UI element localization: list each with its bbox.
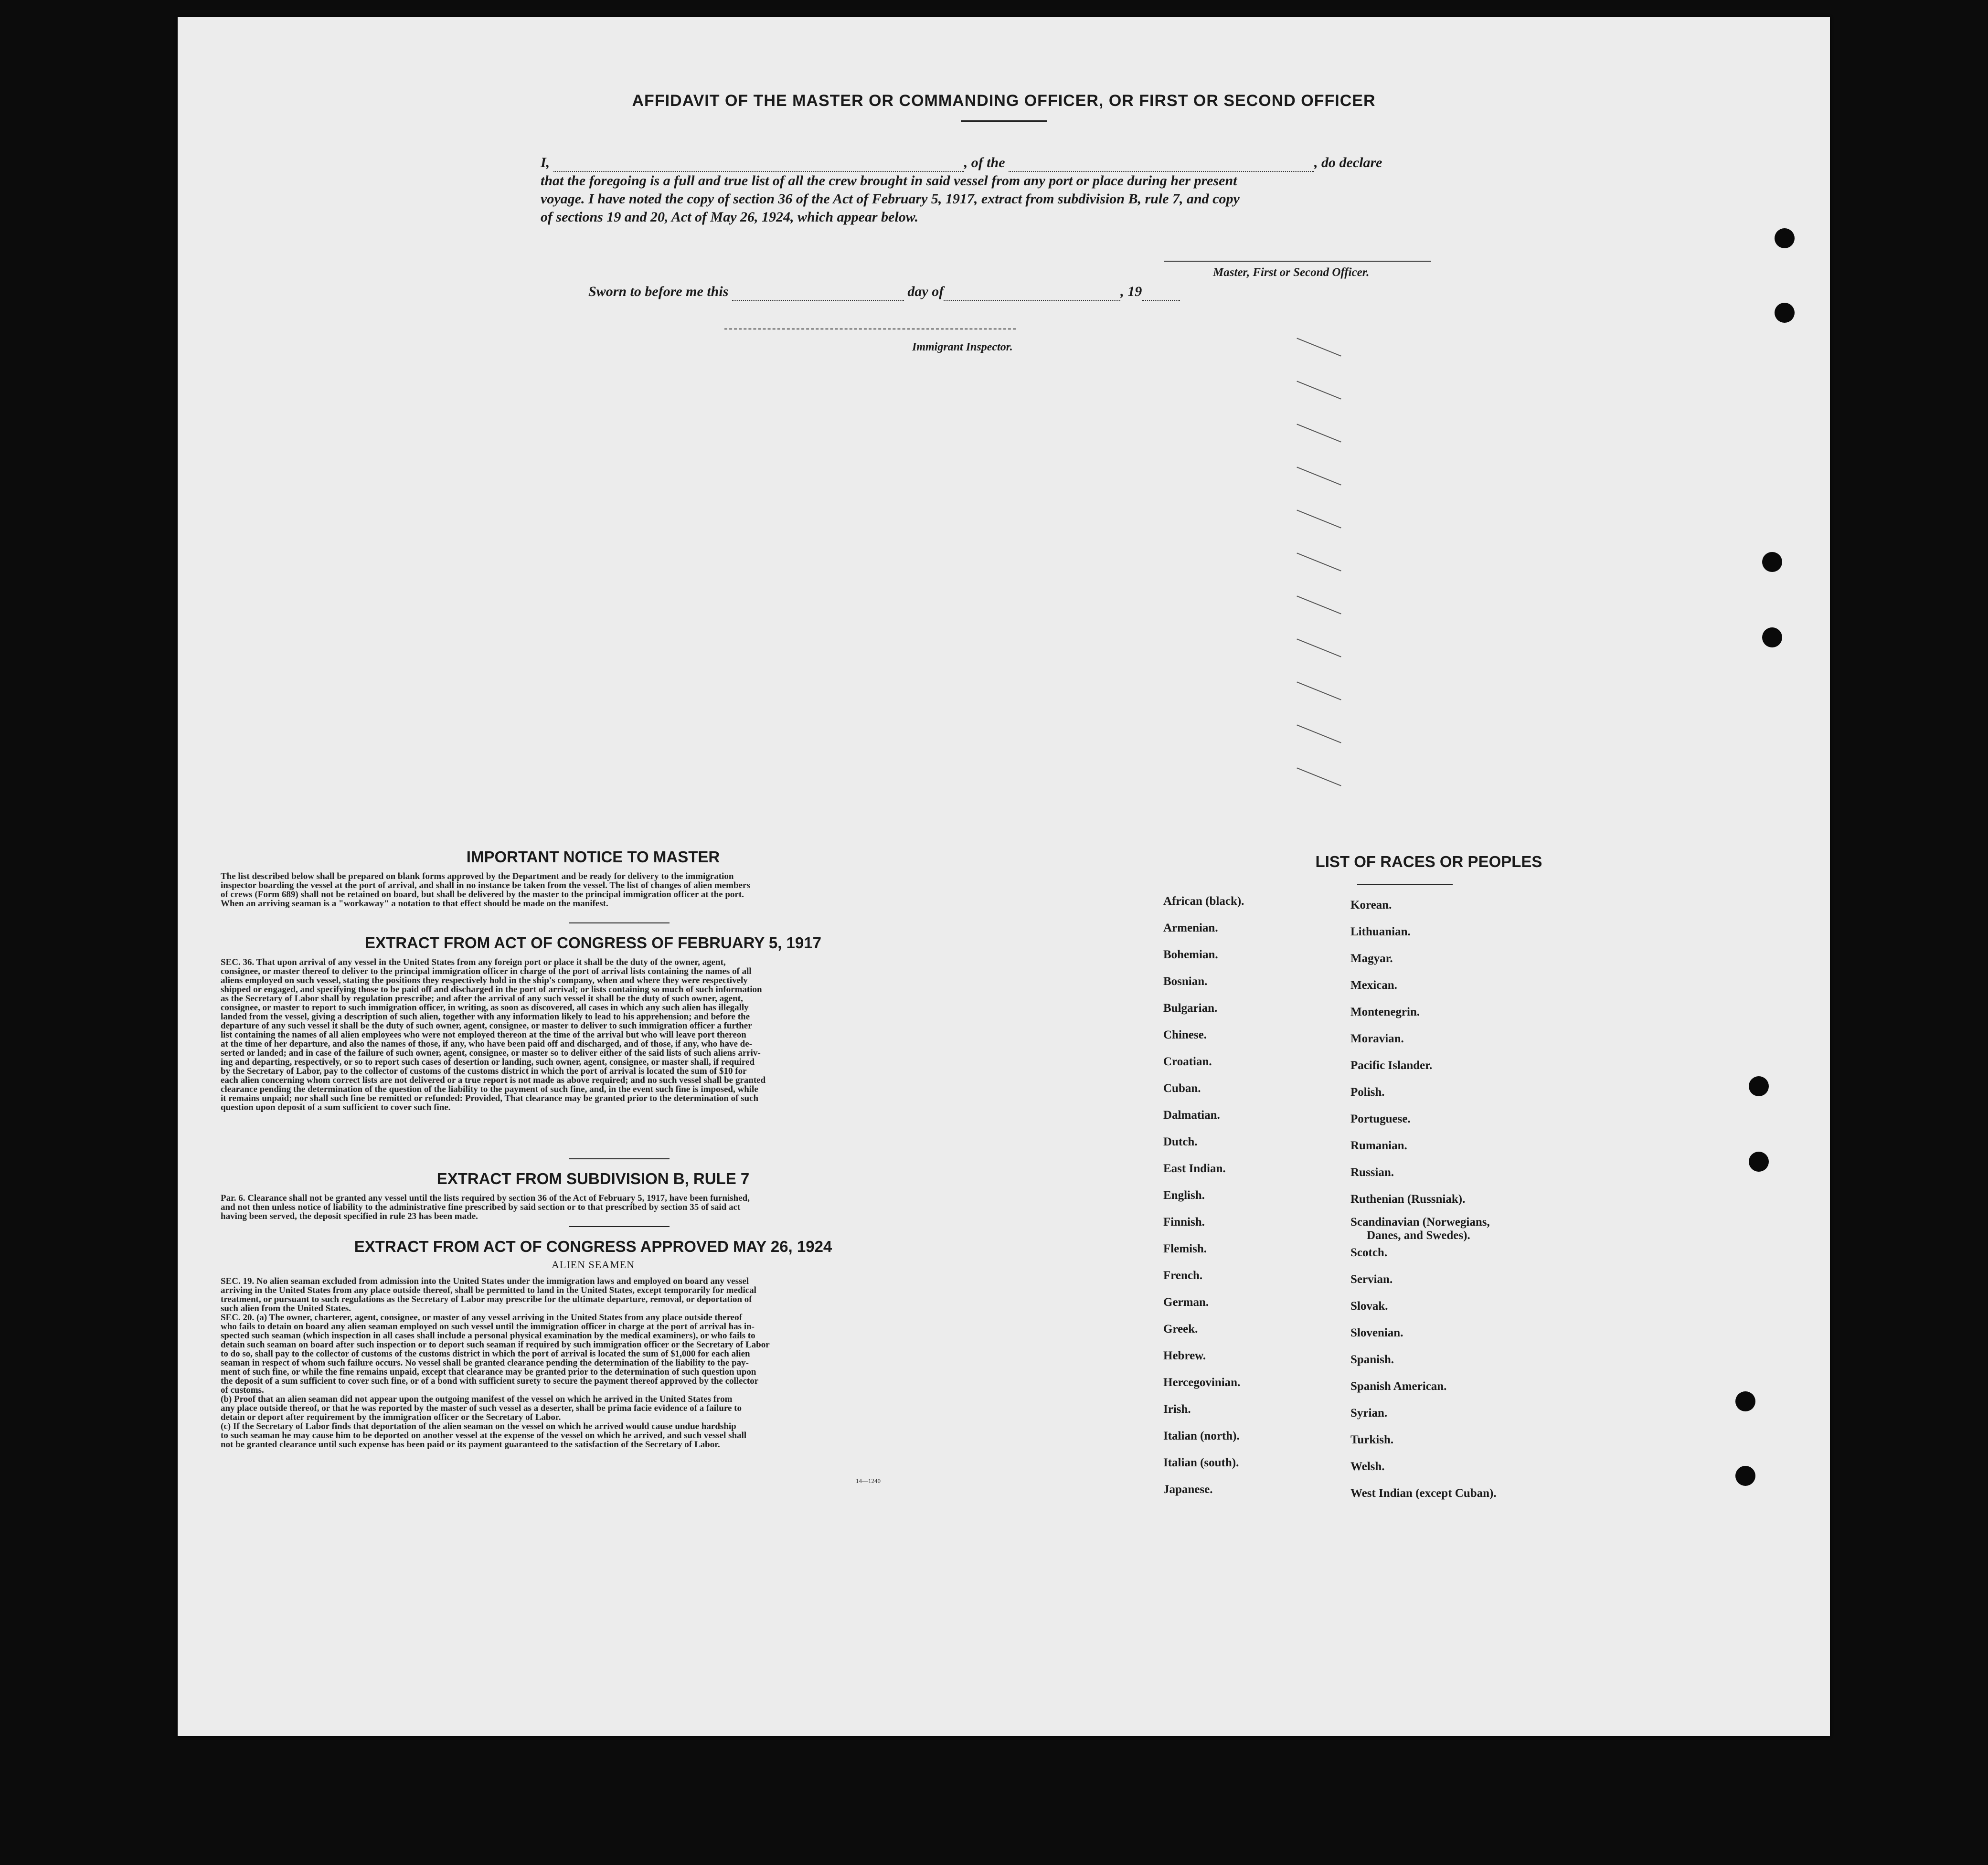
inspector-label: Immigrant Inspector. bbox=[912, 341, 1013, 353]
check-mark bbox=[1297, 552, 1341, 571]
section-line: to such seaman he may cause him to be deported on another vessel at the expense of the vessel on which he arrived, and such vessel shall bbox=[221, 1431, 747, 1441]
race-right: Polish. bbox=[1350, 1086, 1385, 1099]
section-line: consignee, or master thereof to deliver to the principal immigration officer in charge of the port of arrival lists containing the names of all bbox=[221, 966, 752, 976]
section-divider bbox=[569, 1226, 670, 1227]
race-left: East Indian. bbox=[1163, 1162, 1226, 1175]
check-mark bbox=[1297, 681, 1341, 700]
section-line: any place outside thereof, or that he was reported by the master of such vessel as a deserter, shall be prima facie evidence of a failure to bbox=[221, 1403, 742, 1413]
section-line: of customs. bbox=[221, 1385, 264, 1395]
section-divider bbox=[569, 1158, 670, 1159]
race-right: Slovenian. bbox=[1350, 1326, 1403, 1339]
race-right: Mexican. bbox=[1350, 979, 1397, 992]
notice-heading: IMPORTANT NOTICE TO MASTER bbox=[466, 848, 720, 866]
race-right: Magyar. bbox=[1350, 952, 1393, 965]
race-left: Bosnian. bbox=[1163, 975, 1208, 988]
section-line: by the Secretary of Labor, pay to the collector of customs of the customs district in which the port of arrival is located the sum of $10 for bbox=[221, 1066, 747, 1076]
race-right: Slovak. bbox=[1350, 1300, 1388, 1313]
section-line: such alien from the United States. bbox=[221, 1303, 351, 1314]
sworn-month-line[interactable] bbox=[944, 286, 1120, 301]
notice-line: inspector boarding the vessel at the port of arrival, and shall in no instance be taken from the vessel. The list of changes of alien members bbox=[221, 880, 750, 890]
race-right: Spanish. bbox=[1350, 1353, 1394, 1366]
affidavit-declaration bbox=[541, 154, 1653, 226]
extract-1917-heading: EXTRACT FROM ACT OF CONGRESS OF FEBRUARY 5, 1917 bbox=[365, 934, 821, 952]
race-right: Portuguese. bbox=[1350, 1113, 1411, 1125]
section-line: ing and departing, respectively, or so to report such cases of desertion or landing, such owner, agent, consignee, or master shall, if required bbox=[221, 1057, 755, 1067]
section-line: the deposit of a sum sufficient to cover such fine, or of a bond with sufficient surety to secure the payment thereof approved by the collector bbox=[221, 1376, 759, 1386]
race-left: Chinese. bbox=[1163, 1028, 1207, 1041]
section-line: SEC. 36. That upon arrival of any vessel in the United States from any foreign port or place it shall be the duty of the owner, agent, bbox=[221, 957, 726, 967]
section-line: having been served, the deposit specified in rule 23 has been made. bbox=[221, 1211, 478, 1221]
section-line: spected such seaman (which inspection in all cases shall include a personal physical examination by the medical examiners), or who fails to bbox=[221, 1331, 755, 1341]
extract-rule7-heading: EXTRACT FROM SUBDIVISION B, RULE 7 bbox=[436, 1170, 750, 1187]
race-right: Servian. bbox=[1350, 1273, 1393, 1286]
section-line: arriving in the United States from any place outside thereof, shall be permitted to land in the United States, except temporarily for medical bbox=[221, 1285, 756, 1295]
race-left: Irish. bbox=[1163, 1403, 1191, 1416]
race-right: Pacific Islander. bbox=[1350, 1059, 1433, 1072]
section-line: landed from the vessel, giving a description of such alien, together with any information likely to lead to his apprehension; and before the bbox=[221, 1012, 750, 1022]
section-line: seaman in respect of whom such failure occurs. No vessel shall be granted clearance pending the determination of the liability to the pay- bbox=[221, 1358, 749, 1368]
race-right: Russian. bbox=[1350, 1166, 1394, 1179]
section-line: shipped or engaged, and specifying those to be paid off and discharged in the port of arrival; or lists containing so much of such information bbox=[221, 985, 762, 995]
check-mark bbox=[1297, 338, 1341, 356]
extract-1917-body bbox=[221, 958, 970, 1112]
punch-hole bbox=[1735, 1391, 1755, 1411]
notice-line: The list described below shall be prepared on blank forms approved by the Department and be ready for delivery to the immigration bbox=[221, 871, 734, 881]
race-right: Lithuanian. bbox=[1350, 925, 1411, 938]
declaration-line-2: voyage. I have noted the copy of section 36 of the Act of February 5, 1917, extract from subdivision B, rule 7, and copy bbox=[541, 191, 1240, 207]
section-line: detain such seaman on board after such inspection or to deport such seaman if required by such immigration officer or the Secretary of Labor bbox=[221, 1340, 770, 1350]
of-the-label: , of the bbox=[964, 155, 1005, 170]
master-signature-line[interactable] bbox=[1164, 261, 1431, 262]
section-line: to do so, shall pay to the collector of customs of the customs district in which the port of arrival is located the sum of $1,000 for each alien bbox=[221, 1349, 750, 1359]
section-divider bbox=[569, 922, 670, 923]
race-left: English. bbox=[1163, 1189, 1205, 1202]
check-mark bbox=[1297, 724, 1341, 743]
race-left: Dutch. bbox=[1163, 1135, 1198, 1148]
race-right: West Indian (except Cuban). bbox=[1350, 1487, 1497, 1500]
punch-hole bbox=[1762, 552, 1782, 572]
sworn-day-line[interactable] bbox=[732, 286, 904, 301]
check-mark bbox=[1297, 509, 1341, 528]
race-left: Hercegovinian. bbox=[1163, 1376, 1241, 1389]
check-mark bbox=[1297, 381, 1341, 399]
punch-hole bbox=[1749, 1152, 1769, 1172]
section-line: SEC. 20. (a) The owner, charterer, agent, consignee, or master of any vessel arriving in the United States from any place outside thereof bbox=[221, 1313, 743, 1323]
check-mark bbox=[1297, 767, 1341, 786]
i-label: I, bbox=[541, 155, 550, 170]
race-left: Armenian. bbox=[1163, 922, 1218, 934]
race-left: Hebrew. bbox=[1163, 1349, 1206, 1362]
race-left: German. bbox=[1163, 1296, 1209, 1309]
affidavit-title: AFFIDAVIT OF THE MASTER OR COMMANDING OFFICER, OR FIRST OR SECOND OFFICER bbox=[632, 92, 1376, 110]
punch-hole bbox=[1762, 627, 1782, 647]
extract-rule7-body bbox=[221, 1194, 970, 1221]
check-mark bbox=[1297, 595, 1341, 614]
punch-hole bbox=[1749, 1076, 1769, 1096]
section-line: treatment, or pursuant to such regulations as the Secretary of Labor may prescribe for the ultimate departure, removal, or deportation of bbox=[221, 1294, 752, 1304]
notice-body bbox=[221, 872, 970, 908]
races-divider bbox=[1357, 884, 1453, 885]
alien-seamen-subheading: ALIEN SEAMEN bbox=[552, 1259, 635, 1271]
section-line: detain or deport after requirement by the immigration officer or the Secretary of Labor. bbox=[221, 1412, 561, 1422]
race-left: Bohemian. bbox=[1163, 948, 1218, 961]
section-line: aliens employed on such vessel, stating the positions they respectively hold in the ship's company, when and where they were respectively bbox=[221, 975, 748, 985]
section-line: as the Secretary of Labor shall by regulation prescribe; and after the arrival of any such vessel it shall be the duty of such owner, agent, bbox=[221, 994, 743, 1004]
section-line: and not then unless notice of liability to the administrative fine prescribed by said section or to that prescribed by section 35 of said act bbox=[221, 1202, 741, 1212]
name-field-line[interactable] bbox=[553, 158, 964, 172]
check-mark bbox=[1297, 466, 1341, 485]
form-number: 14—1240 bbox=[856, 1477, 881, 1484]
section-line: Par. 6. Clearance shall not be granted any vessel until the lists required by section 36 of the Act of February 5, 1917, have been furnished, bbox=[221, 1193, 750, 1203]
section-line: (c) If the Secretary of Labor finds that deportation of the alien seaman on the vessel on which he arrived would cause undue hardship bbox=[221, 1421, 736, 1431]
race-left: Bulgarian. bbox=[1163, 1002, 1218, 1015]
section-line: each alien concerning whom correct lists are not delivered or a true report is not made as above required; and no such vessel shall be granted bbox=[221, 1075, 766, 1085]
check-mark bbox=[1297, 638, 1341, 657]
race-left: Italian (south). bbox=[1163, 1456, 1239, 1469]
manifest-page bbox=[178, 17, 1830, 1736]
section-line: list containing the names of all alien employees who were not employed thereon at the time of the arrival but who will leave port thereon bbox=[221, 1030, 746, 1040]
race-right: Rumanian. bbox=[1350, 1139, 1407, 1152]
race-left: Japanese. bbox=[1163, 1483, 1213, 1496]
punch-hole bbox=[1735, 1466, 1755, 1486]
sworn-line bbox=[588, 283, 1180, 301]
race-left: Croatian. bbox=[1163, 1055, 1212, 1068]
section-line: clearance pending the determination of the question of the liability to the payment of such fine, and, in the event such fine is imposed, while bbox=[221, 1084, 758, 1094]
title-underline bbox=[961, 120, 1047, 122]
master-signature-label: Master, First or Second Officer. bbox=[1213, 266, 1370, 279]
section-line: serted or landed; and in case of the failure of such owner, agent, consignee, or master so to deliver either of the said lists of such aliens arriv- bbox=[221, 1048, 761, 1058]
section-line: at the time of her departure, and also the names of those, if any, who have been paid off and discharged, and of those, if any, who have de- bbox=[221, 1039, 752, 1049]
race-right: Ruthenian (Russniak). bbox=[1350, 1193, 1466, 1206]
sworn-year-line[interactable] bbox=[1142, 286, 1180, 301]
race-right: Montenegrin. bbox=[1350, 1006, 1420, 1018]
race-left: Flemish. bbox=[1163, 1242, 1207, 1255]
race-left: Finnish. bbox=[1163, 1216, 1205, 1229]
day-of-label: day of bbox=[907, 284, 944, 299]
race-right: Spanish American. bbox=[1350, 1380, 1447, 1393]
section-line: consignee, or master to report to such immigration officer, in writing, as soon as discovered, all cases in which any such alien has illegally bbox=[221, 1003, 749, 1013]
race-right: Scandinavian (Norwegians, bbox=[1350, 1216, 1490, 1229]
do-declare-label: , do declare bbox=[1314, 155, 1382, 170]
race-right-continuation: Danes, and Swedes). bbox=[1367, 1229, 1470, 1242]
race-right: Syrian. bbox=[1350, 1407, 1388, 1420]
race-right: Moravian. bbox=[1350, 1032, 1404, 1045]
races-heading: LIST OF RACES OR PEOPLES bbox=[1315, 853, 1542, 870]
section-line: who fails to detain on board any alien seaman employed on such vessel until the immigration officer in charge at the port of arrival has in- bbox=[221, 1322, 755, 1332]
race-left: African (black). bbox=[1163, 895, 1244, 908]
declaration-line-1: that the foregoing is a full and true list of all the crew brought in said vessel from any port or place during her present bbox=[541, 173, 1237, 189]
section-line: not be granted clearance until such expense has been paid or its payment guaranteed to the satisfaction of the Secretary of Labor. bbox=[221, 1440, 720, 1450]
race-left: Cuban. bbox=[1163, 1082, 1201, 1095]
inspector-signature-line[interactable] bbox=[724, 328, 1016, 329]
section-line: ment of such fine, or while the fine remains unpaid, except that clearance may be granted prior to the determination of such question upon bbox=[221, 1367, 756, 1377]
race-left: Dalmatian. bbox=[1163, 1109, 1220, 1122]
sworn-label: Sworn to before me this bbox=[588, 284, 729, 299]
section-line: question upon deposit of a sum sufficient to cover such fine. bbox=[221, 1102, 451, 1113]
race-right: Welsh. bbox=[1350, 1460, 1385, 1473]
extract-1924-body bbox=[221, 1277, 970, 1449]
race-left: Greek. bbox=[1163, 1323, 1198, 1335]
notice-line: of crews (Form 689) shall not be retained on board, but shall be delivered by the master to the principal immigration officer at the port. bbox=[221, 890, 744, 900]
race-right: Scotch. bbox=[1350, 1246, 1388, 1259]
declaration-line-3: of sections 19 and 20, Act of May 26, 1924, which appear below. bbox=[541, 209, 919, 225]
section-line: SEC. 19. No alien seaman excluded from admission into the United States under the immigration laws and employed on board any vessel bbox=[221, 1276, 749, 1286]
notice-line: When an arriving seaman is a "workaway" a notation to that effect should be made on the manifest. bbox=[221, 899, 608, 909]
race-left: French. bbox=[1163, 1269, 1203, 1282]
year-prefix: , 19 bbox=[1120, 284, 1142, 299]
check-mark bbox=[1297, 424, 1341, 442]
section-line: (b) Proof that an alien seaman did not appear upon the outgoing manifest of the vessel on which he arrived in the United States from bbox=[221, 1394, 733, 1404]
race-left: Italian (north). bbox=[1163, 1430, 1240, 1442]
race-right: Turkish. bbox=[1350, 1433, 1394, 1446]
race-right: Korean. bbox=[1350, 899, 1392, 911]
punch-hole bbox=[1775, 228, 1795, 248]
section-line: it remains unpaid; nor shall such fine be remitted or refunded: Provided, That clearance may be granted prior to the determination of such bbox=[221, 1093, 759, 1103]
vessel-field-line[interactable] bbox=[1009, 158, 1314, 172]
punch-hole bbox=[1775, 303, 1795, 323]
section-line: departure of any such vessel it shall be the duty of such owner, agent, consignee, or master to deliver to such immigration officer a further bbox=[221, 1021, 752, 1031]
extract-1924-heading: EXTRACT FROM ACT OF CONGRESS APPROVED MAY 26, 1924 bbox=[354, 1238, 832, 1255]
